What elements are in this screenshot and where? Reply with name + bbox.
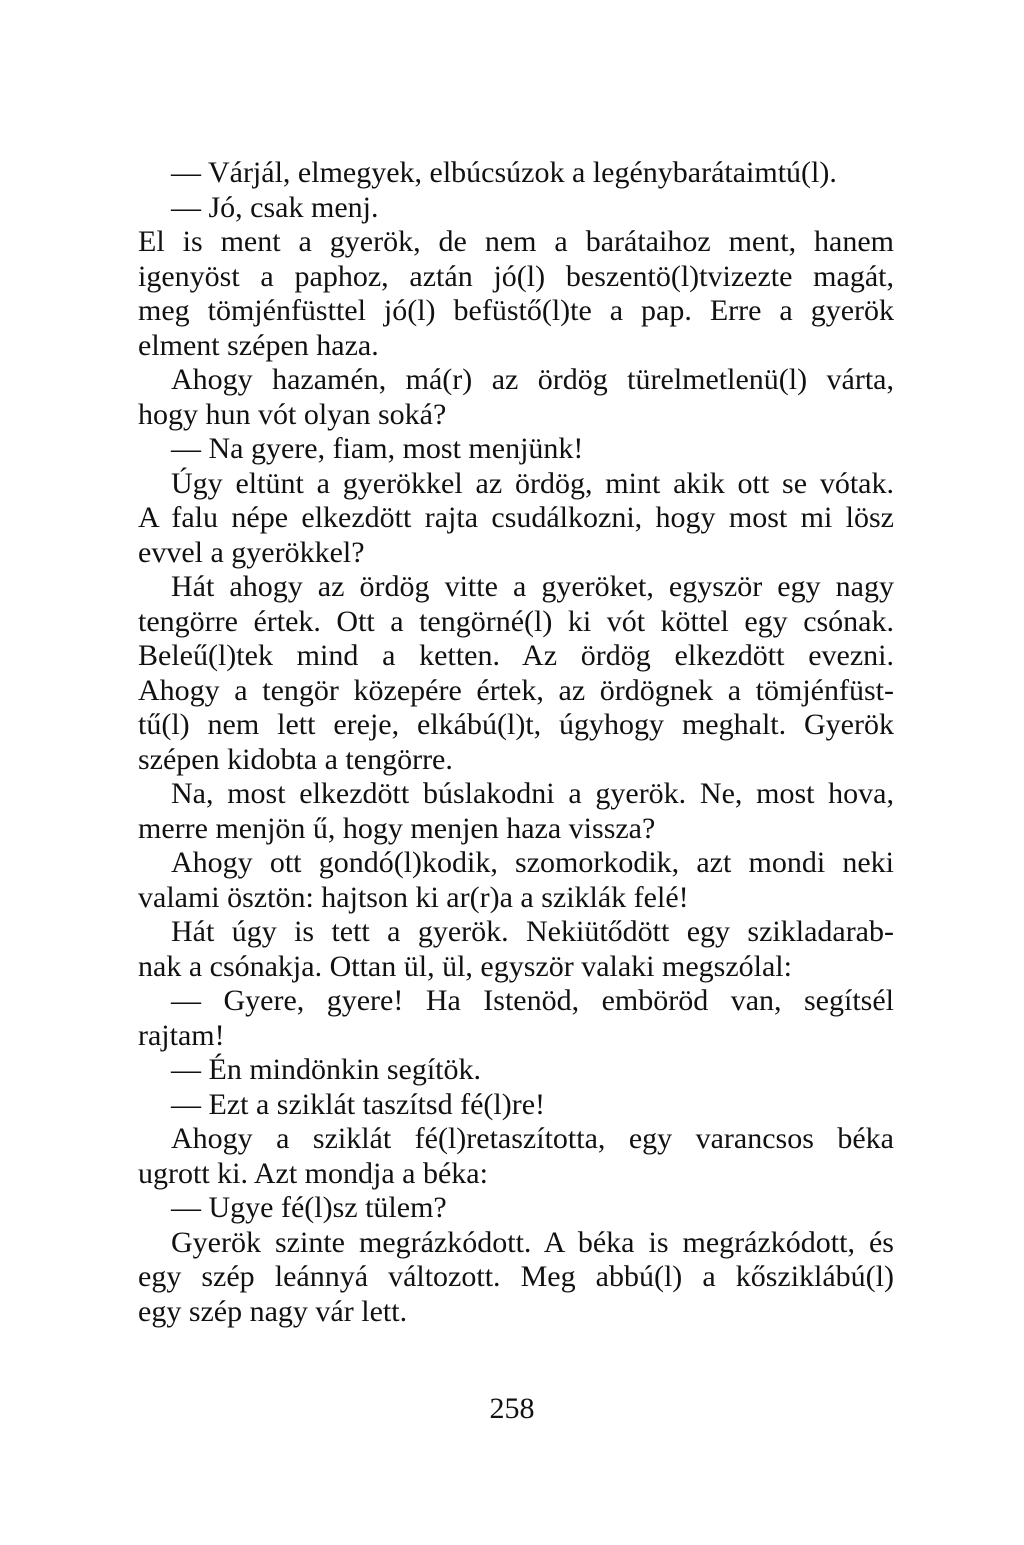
text-line: tengörre értek. Ott a tengörné(l) ki vót köttel egy csónak. (138, 604, 894, 638)
text-line: Hát úgy is tett a gyerök. Nekiütődött egy szikladarab- (171, 915, 894, 948)
text-line: tű(l) nem lett ereje, elkábú(l)t, úgyhogy meghalt. Gyerök (138, 708, 894, 741)
text-line: egy szép leánnyá változott. Meg abbú(l) a kősziklábú(l) (138, 1260, 894, 1293)
text-line: ugrott ki. Azt mondja a béka: (138, 1156, 488, 1190)
text-line: — Én mindönkin segítök. (171, 1053, 481, 1086)
page-number: 258 (489, 1392, 535, 1425)
text-line: Gyerök szinte megrázkódott. A béka is megrázkódott, és (171, 1225, 894, 1259)
text-line: — Na gyere, fiam, most menjünk! (171, 432, 584, 465)
text-line: merre menjön ű, hogy menjen haza vissza? (138, 811, 656, 845)
text-line: A falu népe elkezdött rajta csudálkozni, hogy most mi lösz (138, 501, 894, 534)
text-line: Ahogy hazamén, má(r) az ördög türelmetlenü(l) várta, (171, 363, 894, 396)
text-line: Beleű(l)tek mind a ketten. Az ördög elkezdött evezni. (138, 639, 894, 672)
text-line: evvel a gyerökkel? (138, 535, 365, 569)
text-line: — Ugye fé(l)sz tülem? (171, 1191, 447, 1224)
text-line: — Jó, csak menj. (171, 190, 379, 224)
text-line: egy szép nagy vár lett. (138, 1294, 408, 1328)
text-line: meg tömjénfüsttel jó(l) befüstő(l)te a pap. Erre a gyerök (138, 294, 894, 327)
text-line: Ahogy a sziklát fé(l)retaszította, egy varancsos béka (171, 1122, 894, 1155)
text-line: hogy hun vót olyan soká? (138, 397, 447, 431)
text-line: elment szépen haza. (138, 328, 379, 362)
text-line: nak a csónakja. Ottan ül, ül, egyször valaki megszólal: (138, 949, 792, 983)
text-line: — Gyere, gyere! Ha Istenöd, emböröd van, segítsél (171, 984, 894, 1017)
text-line: Úgy eltünt a gyerökkel az ördög, mint akik ott se vótak. (171, 466, 894, 500)
text-line: szépen kidobta a tengörre. (138, 742, 453, 776)
text-line: igenyöst a paphoz, aztán jó(l) beszentö(l)tvizezte magát, (138, 259, 894, 293)
text-line: Ahogy a tengör közepére értek, az ördögnek a tömjénfüst- (138, 673, 894, 707)
text-line: — Várjál, elmegyek, elbúcsúzok a legénybarátaimtú(l). (171, 156, 837, 189)
text-line: valami ösztön: hajtson ki ar(r)a a sziklák felé! (138, 880, 689, 914)
text-line: — Ezt a sziklát taszítsd fé(l)re! (171, 1087, 546, 1121)
body-text (138, 156, 894, 1329)
text-line: Hát ahogy az ördög vitte a gyeröket, egyször egy nagy (171, 570, 894, 603)
text-line: rajtam! (138, 1018, 225, 1052)
text-line: El is ment a gyerök, de nem a barátaihoz ment, hanem (138, 225, 894, 258)
text-line: Ahogy ott gondó(l)kodik, szomorkodik, azt mondi neki (171, 846, 894, 879)
text-line: Na, most elkezdött búslakodni a gyerök. Ne, most hova, (171, 777, 894, 810)
